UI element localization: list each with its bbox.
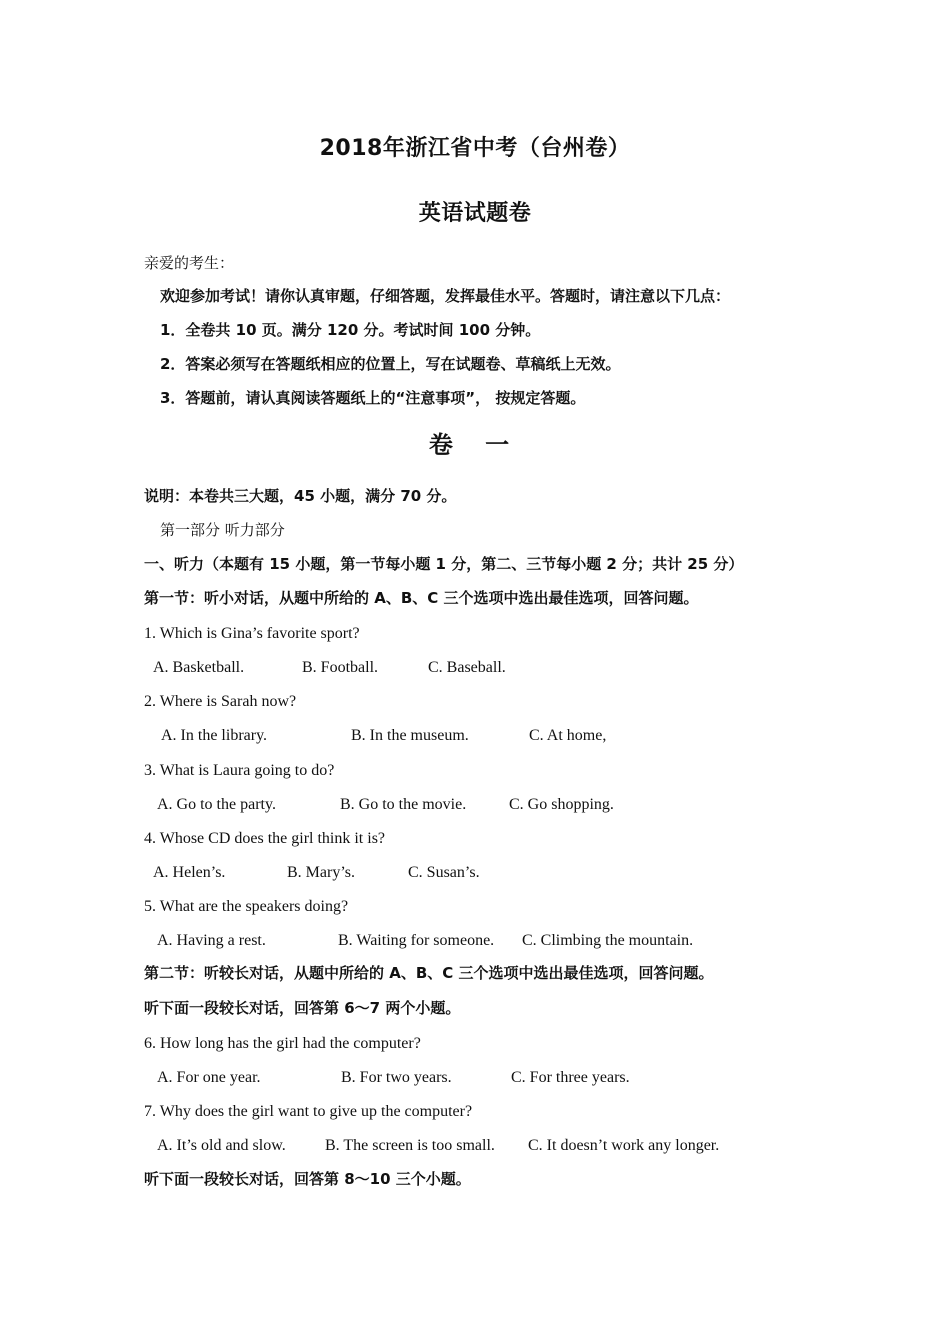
question-4: 4. Whose CD does the girl think it is? — [144, 830, 386, 847]
section-two-instruction: 第二节：听较长对话，从题中所给的 A、B、C 三个选项中选出最佳选项，回答问题。 — [144, 964, 714, 982]
greeting: 亲爱的考生： — [144, 254, 235, 272]
instruction-questions-6-7: 听下面一段较长对话，回答第 6～7 两个小题。 — [144, 999, 461, 1017]
q4-option-c: C. Susan’s. — [408, 864, 480, 881]
q2-option-a: A. In the library. — [161, 727, 268, 744]
q7-option-a: A. It’s old and slow. — [157, 1137, 286, 1154]
q6-option-a: A. For one year. — [157, 1069, 261, 1086]
q4-option-a: A. Helen’s. — [153, 864, 226, 881]
note-2: 2．答案必须写在答题纸相应的位置上，写在试题卷、草稿纸上无效。 — [160, 355, 621, 373]
q7-option-c: C. It doesn’t work any longer. — [528, 1137, 720, 1154]
q5-option-b: B. Waiting for someone. — [338, 932, 495, 949]
q2-option-b: B. In the museum. — [351, 727, 469, 744]
question-6: 6. How long has the girl had the computer? — [144, 1035, 421, 1052]
q1-option-b: B. Football. — [302, 659, 379, 676]
q7-option-b: B. The screen is too small. — [325, 1137, 495, 1154]
question-7: 7. Why does the girl want to give up the computer? — [144, 1103, 473, 1120]
volume-one-heading: 卷 一 — [428, 431, 522, 459]
question-2: 2. Where is Sarah now? — [144, 693, 297, 710]
q4-option-b: B. Mary’s. — [287, 864, 355, 881]
q3-option-c: C. Go shopping. — [509, 796, 614, 813]
section-one-instruction: 第一节：听小对话，从题中所给的 A、B、C 三个选项中选出最佳选项，回答问题。 — [144, 589, 699, 607]
q3-option-b: B. Go to the movie. — [340, 796, 467, 813]
exam-subtitle: 英语试题卷 — [418, 201, 532, 226]
welcome-text: 欢迎参加考试！请你认真审题，仔细答题，发挥最佳水平。答题时，请注意以下几点： — [160, 287, 731, 305]
volume-description: 说明：本卷共三大题，45 小题，满分 70 分。 — [144, 487, 457, 505]
exam-title: 2018年浙江省中考（台州卷） — [319, 136, 631, 161]
question-1: 1. Which is Gina’s favorite sport? — [144, 625, 360, 642]
question-3: 3. What is Laura going to do? — [144, 762, 335, 779]
q6-option-c: C. For three years. — [511, 1069, 630, 1086]
note-3: 3．答题前，请认真阅读答题纸上的“注意事项”， 按规定答题。 — [160, 389, 586, 407]
q5-option-a: A. Having a rest. — [157, 932, 266, 949]
q6-option-b: B. For two years. — [341, 1069, 452, 1086]
instruction-questions-8-10: 听下面一段较长对话，回答第 8～10 三个小题。 — [144, 1170, 471, 1188]
q3-option-a: A. Go to the party. — [157, 796, 276, 813]
q1-option-a: A. Basketball. — [153, 659, 245, 676]
part-one-heading: 第一部分 听力部分 — [160, 521, 285, 539]
question-5: 5. What are the speakers doing? — [144, 898, 349, 915]
q5-option-c: C. Climbing the mountain. — [522, 932, 694, 949]
listening-heading: 一、听力（本题有 15 小题，第一节每小题 1 分，第二、三节每小题 2 分；共计 25 分） — [144, 555, 744, 573]
q2-option-c: C. At home, — [529, 727, 607, 744]
q1-option-c: C. Baseball. — [428, 659, 506, 676]
note-1: 1．全卷共 10 页。满分 120 分。考试时间 100 分钟。 — [160, 321, 541, 339]
